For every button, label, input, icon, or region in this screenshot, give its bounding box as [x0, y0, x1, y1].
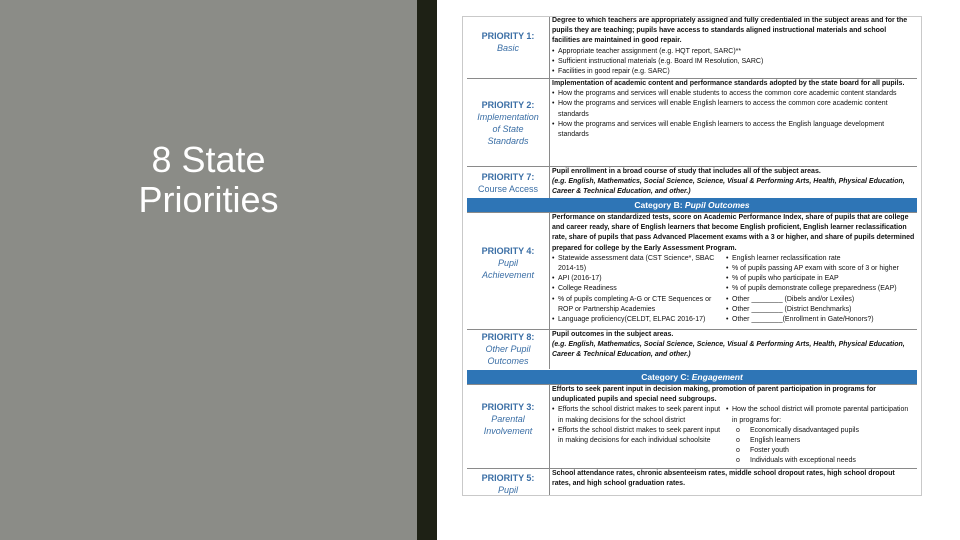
priority-8-content	[552, 330, 915, 369]
list-item: • English learner reclassification rate	[726, 254, 915, 264]
list-item: • Facilities in good repair (e.g. SARC)	[552, 67, 915, 77]
priority-8-name: Other Pupil Outcomes	[485, 344, 531, 366]
priority-5-name: Pupil	[497, 485, 518, 495]
priority-7-content	[552, 167, 915, 198]
category-b-prefix: Category B:	[634, 200, 685, 210]
priority-3-content: Efforts to seek parent input in decision making, promotion of parent participation in programs for unduplicated pupils and special need subgroups. • Efforts the school district makes to seek parent input in making decisions for the school district • Efforts the school district makes to seek parent input in making decisions for each individual schoolsite • How the school district will promote parental participation in programs for: o Economically disadvantaged pupils o English learners o Foster youth o Individuals with exceptional needs	[552, 385, 915, 468]
priority-5-content	[552, 469, 915, 496]
priority-2-row	[467, 78, 917, 166]
priority-4-name: Pupil Achievement	[481, 258, 535, 280]
category-b-name: Pupil Outcomes	[684, 200, 750, 210]
category-c-prefix: Category C:	[641, 372, 692, 382]
state-priorities-document	[462, 16, 922, 496]
priority-8-note: (e.g. English, Mathematics, Social Science, Science, Visual & Performing Arts, Health, Physical Education, Career & Technical Education, and other.)	[552, 341, 905, 359]
list-item: • API (2016-17)	[552, 274, 724, 284]
list-item: • % of pupils passing AP exam with score of 3 or higher	[726, 264, 915, 274]
priority-3-heading: PRIORITY 3:	[481, 402, 535, 412]
list-item: • Other ________ (Dibels and/or Lexiles)	[726, 295, 915, 305]
slide-title	[96, 140, 321, 220]
list-item: Economically disadvantaged pupils	[750, 426, 859, 434]
list-item: • College Readiness	[552, 284, 724, 294]
list-item: • Statewide assessment data (CST Science*, SBAC 2014-15)	[552, 254, 724, 274]
priority-8-label	[467, 330, 550, 369]
list-item: • Language proficiency(CELDT, ELPAC 2016-17)	[552, 315, 724, 325]
priority-5-label	[467, 469, 550, 496]
priority-1-content	[552, 16, 915, 78]
priority-5-row	[467, 468, 917, 496]
slide-title-line-1: 8 State	[151, 139, 266, 180]
category-c-name: Engagement	[691, 372, 743, 382]
priority-3-description: Efforts to seek parent input in decision making, promotion of parent participation in programs for unduplicated pupils and special need subgroups.	[552, 386, 876, 404]
priority-5-description: School attendance rates, chronic absenteeism rates, middle school dropout rates, high school dropout rates, and high school graduation rates.	[552, 470, 895, 488]
priority-2-description: Implementation of academic content and performance standards adopted by the state board for all pupils.	[552, 80, 905, 87]
priority-3-label	[467, 385, 550, 468]
priority-8-row	[467, 329, 917, 369]
list-item: • How the programs and services will enable English learners to access the English language development standards	[552, 120, 915, 140]
priority-4-heading: PRIORITY 4:	[481, 246, 535, 256]
priority-8-description: Pupil outcomes in the subject areas.	[552, 331, 674, 338]
list-item: • % of pupils who participate in EAP	[726, 274, 915, 284]
list-item: • How the programs and services will enable students to access the common core academic content standards	[552, 89, 915, 99]
list-item: • Other ________ (District Benchmarks)	[726, 305, 915, 315]
priority-7-name: Course Access	[477, 184, 539, 194]
list-item: English learners	[750, 437, 801, 445]
left-panel	[0, 0, 417, 540]
priority-5-heading: PRIORITY 5:	[481, 473, 535, 483]
slide-title-line-2: Priorities	[138, 179, 279, 220]
priority-1-label	[467, 16, 550, 78]
priority-4-row	[467, 212, 917, 329]
priority-7-label	[467, 167, 550, 198]
category-c-bar	[467, 370, 917, 384]
list-item: • Sufficient instructional materials (e.g. Board IM Resolution, SARC)	[552, 57, 915, 67]
list-item: • Other ________(Enrollment in Gate/Honors?)	[726, 315, 915, 325]
priority-3-name: Parental Involvement	[483, 414, 533, 436]
list-item: • Efforts the school district makes to seek parent input in making decisions for the school district	[552, 405, 724, 425]
priority-1-row	[467, 16, 917, 78]
priority-4-content	[552, 213, 915, 329]
list-item: • % of pupils completing A-G or CTE Sequences or ROP or Partnership Academies	[552, 295, 724, 315]
priority-2-content	[552, 79, 915, 166]
priority-3-row	[467, 384, 917, 468]
priority-2-label	[467, 79, 550, 166]
vertical-divider	[417, 0, 437, 540]
priority-2-name: Implementation of State Standards	[477, 112, 539, 146]
list-item: • % of pupils demonstrate college preparedness (EAP)	[726, 284, 915, 294]
list-item: • How the programs and services will enable English learners to access the common core academic content standards	[552, 99, 915, 119]
list-item: • Appropriate teacher assignment (e.g. HQT report, SARC)**	[552, 47, 915, 57]
priority-7-row	[467, 166, 917, 198]
list-item: • How the school district will promote parental participation in programs for:	[726, 405, 915, 425]
priority-7-note: (e.g. English, Mathematics, Social Science, Science, Visual & Performing Arts, Health, Physical Education, Career & Technical Education, and other.)	[552, 178, 905, 196]
priority-4-label	[467, 213, 550, 329]
priority-4-description: Performance on standardized tests, score on Academic Performance Index, share of pupils that are college and career ready, share of English learners that become English proficient, English learner reclassification rate, share of pupils that pass Advanced Placement exams with a 3 or higher, and share of pupils determined prepared for college by the Early Assessment Program.	[552, 214, 915, 252]
priority-2-heading: PRIORITY 2:	[481, 100, 535, 110]
list-item: Foster youth	[750, 447, 789, 455]
list-item: Individuals with exceptional needs	[750, 457, 856, 465]
category-b-bar	[467, 198, 917, 212]
priority-8-heading: PRIORITY 8:	[481, 332, 535, 342]
priority-1-heading: PRIORITY 1:	[481, 31, 535, 41]
priority-7-heading: PRIORITY 7:	[481, 172, 535, 182]
priority-7-description: Pupil enrollment in a broad course of study that includes all of the subject areas.	[552, 168, 821, 175]
list-item: • Efforts the school district makes to seek parent input in making decisions for each individual schoolsite	[552, 426, 724, 446]
priority-1-name: Basic	[496, 43, 519, 53]
priority-1-description: Degree to which teachers are appropriately assigned and fully credentialed in the subject areas and for the pupils they are teaching; pupils have access to standards aligned instructional materials and school facilities are maintained in good repair.	[552, 17, 908, 45]
